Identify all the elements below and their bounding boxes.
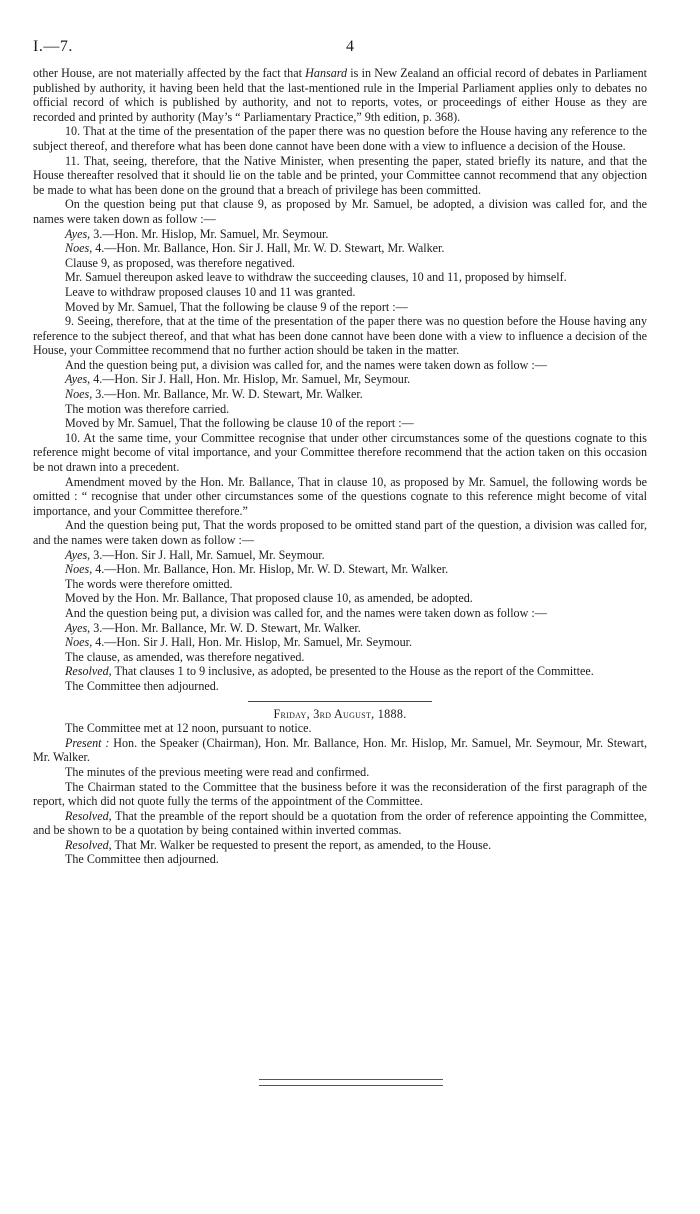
paragraph-text: Moved by Mr. Samuel, That the following be clause 10 of the report :— xyxy=(65,416,414,431)
minutes-paragraph xyxy=(33,285,647,300)
minutes-paragraph xyxy=(33,591,647,606)
section-divider xyxy=(248,701,432,702)
paragraph-text: The Committee met at 12 noon, pursuant to notice. xyxy=(65,721,312,736)
paragraph-text: is in New Zealand an official record of debates in Parliament published by authority, it having been held that the last-mentioned rule in the Imperial Parliament applies only to debates no official record of which is published by authority, and not to reports, votes, or proceedings of either House as they are recorded and printed by authority (May’s “ Parliamentary Practice,” 9th edition, p. 368). xyxy=(33,66,647,124)
minutes-paragraph xyxy=(33,679,647,694)
paragraph-text: , 3.—Hon. Sir J. Hall, Mr. Samuel, Mr. Seymour. xyxy=(87,547,325,562)
italic-text: Resolved xyxy=(65,808,109,823)
paragraph-text: And the question being put, That the words proposed to be omitted stand part of the question, a division was called for, and the names were taken down as follow :— xyxy=(33,518,647,547)
minutes-paragraph xyxy=(33,300,647,315)
paragraph-text: Moved by the Hon. Mr. Ballance, That proposed clause 10, as amended, be adopted. xyxy=(65,591,473,606)
italic-text: Hansard xyxy=(305,66,348,80)
paragraph-text: , 4.—Hon. Mr. Ballance, Hon. Sir J. Hall, Mr. W. D. Stewart, Mr. Walker. xyxy=(89,241,445,256)
minutes-paragraph xyxy=(33,402,647,417)
minutes-paragraph xyxy=(33,809,647,838)
paragraph-text: , 4.—Hon. Mr. Ballance, Hon. Mr. Hislop, Mr. W. D. Stewart, Mr. Walker. xyxy=(89,562,449,577)
division-vote-line xyxy=(33,548,647,563)
minutes-paragraph xyxy=(33,852,647,867)
paragraph-text: , 3.—Hon. Mr. Ballance, Mr. W. D. Stewart, Mr. Walker. xyxy=(87,620,361,635)
paragraph-text: Moved by Mr. Samuel, That the following be clause 9 of the report :— xyxy=(65,299,408,314)
paragraph-text: , 3.—Hon. Mr. Ballance, Mr. W. D. Stewart, Mr. Walker. xyxy=(89,387,363,402)
meeting-date-rest: , 3rd August, 1888. xyxy=(306,706,407,721)
meeting-minutes-1 xyxy=(33,66,647,694)
minutes-paragraph xyxy=(33,650,647,665)
paragraph-text: 11. That, seeing, therefore, that the Native Minister, when presenting the paper, stated briefly its nature, and that the House thereafter resolved that it should lie on the table and be printed, your Committee cannot recommend that any objection be made to what has been done on the ground that a breach of privilege has been committed. xyxy=(33,153,647,197)
italic-text: Ayes xyxy=(65,620,88,635)
paragraph-text: 10. At the same time, your Committee recognise that under other circumstances some of the questions cognate to this reference might become of vital importance, and your Committee therefore recommend that the action taken on this occasion be not drawn into a precedent. xyxy=(33,430,647,475)
minutes-paragraph xyxy=(33,197,647,226)
document-body xyxy=(33,66,647,867)
paragraph-text: The clause, as amended, was therefore negatived. xyxy=(65,649,305,664)
italic-text: Noes xyxy=(65,241,90,256)
italic-text: Ayes xyxy=(65,372,88,387)
paragraph-text: Hon. the Speaker (Chairman), Hon. Mr. Ballance, Hon. Mr. Hislop, Mr. Samuel, Mr. Seymour, Mr. Stewart, Mr. Walker. xyxy=(33,735,647,765)
paragraph-text: Clause 9, as proposed, was therefore negatived. xyxy=(65,255,296,270)
paragraph-text: 10. That at the time of the presentation of the paper there was no question before the House having any reference to the subject thereof, and therefore what has been done cannot have been done with a view to influence a decision of the House. xyxy=(33,124,647,153)
minutes-paragraph xyxy=(33,664,647,679)
paragraph-text: Amendment moved by the Hon. Mr. Ballance, That in clause 10, as proposed by Mr. Samuel, the following words be omitted : “ recognise that under other circumstances some of the questions cognate to this reference might become of vital importance, and your Committee therefore.” xyxy=(33,474,647,518)
minutes-paragraph xyxy=(33,721,647,736)
minutes-paragraph xyxy=(33,270,647,285)
division-vote-line xyxy=(33,387,647,402)
paragraph-text: On the question being put that clause 9, as proposed by Mr. Samuel, be adopted, a division was called for, and the names were taken down as follow :— xyxy=(33,197,647,226)
paragraph-text: , That clauses 1 to 9 inclusive, as adopted, be presented to the House as the report of the Committee. xyxy=(108,664,594,679)
division-vote-line xyxy=(33,227,647,242)
minutes-paragraph xyxy=(33,256,647,271)
paragraph-text: The Committee then adjourned. xyxy=(65,852,219,867)
division-vote-line xyxy=(33,635,647,650)
meeting-date-day: Friday xyxy=(273,706,307,721)
paragraph-text: The minutes of the previous meeting were read and confirmed. xyxy=(65,764,370,779)
meeting-minutes-2 xyxy=(33,721,647,867)
paragraph-text: Mr. Samuel thereupon asked leave to withdraw the succeeding clauses, 10 and 11, proposed by himself. xyxy=(65,270,567,285)
minutes-paragraph xyxy=(33,314,647,358)
paragraph-text: , 3.—Hon. Mr. Hislop, Mr. Samuel, Mr. Seymour. xyxy=(87,226,329,241)
paragraph-text: The words were therefore omitted. xyxy=(65,576,233,591)
paragraph-text: The Committee then adjourned. xyxy=(65,678,219,693)
italic-text: Ayes xyxy=(65,547,88,562)
minutes-paragraph xyxy=(33,765,647,780)
minutes-paragraph xyxy=(33,66,647,124)
paragraph-text: Leave to withdraw proposed clauses 10 and 11 was granted. xyxy=(65,284,356,299)
paragraph-text: 9. Seeing, therefore, that at the time of the presentation of the paper there was no question before the House having any reference to the subject thereof, and that what has been done cannot have been done with a view to influence a decision of the House, your Committee recommend that no further action should be taken in the matter. xyxy=(33,314,647,358)
end-rule xyxy=(259,1079,443,1086)
paragraph-text: other House, are not materially affected by the fact that xyxy=(33,66,306,80)
minutes-paragraph xyxy=(33,416,647,431)
minutes-paragraph xyxy=(33,838,647,853)
italic-text: Resolved xyxy=(65,837,109,852)
paragraph-text: , 4.—Hon. Sir J. Hall, Hon. Mr. Hislop, Mr. Samuel, Mr. Seymour. xyxy=(89,635,413,650)
italic-text: Present : xyxy=(65,735,110,750)
page-reference: I.—7. xyxy=(33,38,73,55)
paragraph-text: , That the preamble of the report should be a quotation from the order of reference appointing the Committee, and be shown to be a quotation by being contained within inverted commas. xyxy=(33,808,647,838)
minutes-paragraph xyxy=(33,780,647,809)
italic-text: Ayes xyxy=(65,226,88,241)
paragraph-text: And the question being put, a division was called for, and the names were taken down as follow :— xyxy=(65,605,547,620)
meeting-date-heading xyxy=(33,707,647,722)
division-vote-line xyxy=(33,372,647,387)
division-vote-line xyxy=(33,621,647,636)
italic-text: Noes xyxy=(65,387,90,402)
minutes-paragraph xyxy=(33,606,647,621)
minutes-paragraph xyxy=(33,736,647,765)
minutes-paragraph xyxy=(33,518,647,547)
paragraph-text: And the question being put, a division was called for, and the names were taken down as follow :— xyxy=(65,357,547,372)
page-number: 4 xyxy=(346,38,354,55)
italic-text: Noes xyxy=(65,635,90,650)
minutes-paragraph xyxy=(33,154,647,198)
page-header xyxy=(33,38,667,58)
minutes-paragraph xyxy=(33,358,647,373)
paragraph-text: The Chairman stated to the Committee that the business before it was the reconsideration of the first paragraph of the report, which did not quote fully the terms of the appointment of the Committee. xyxy=(33,779,647,809)
minutes-paragraph xyxy=(33,124,647,153)
paragraph-text: , 4.—Hon. Sir J. Hall, Hon. Mr. Hislop, Mr. Samuel, Mr, Seymour. xyxy=(87,372,411,387)
division-vote-line xyxy=(33,562,647,577)
minutes-paragraph xyxy=(33,431,647,475)
paragraph-text: The motion was therefore carried. xyxy=(65,401,230,416)
italic-text: Noes xyxy=(65,562,90,577)
minutes-paragraph xyxy=(33,577,647,592)
minutes-paragraph xyxy=(33,475,647,519)
division-vote-line xyxy=(33,241,647,256)
paragraph-text: , That Mr. Walker be requested to present the report, as amended, to the House. xyxy=(108,837,492,852)
italic-text: Resolved xyxy=(65,664,109,679)
